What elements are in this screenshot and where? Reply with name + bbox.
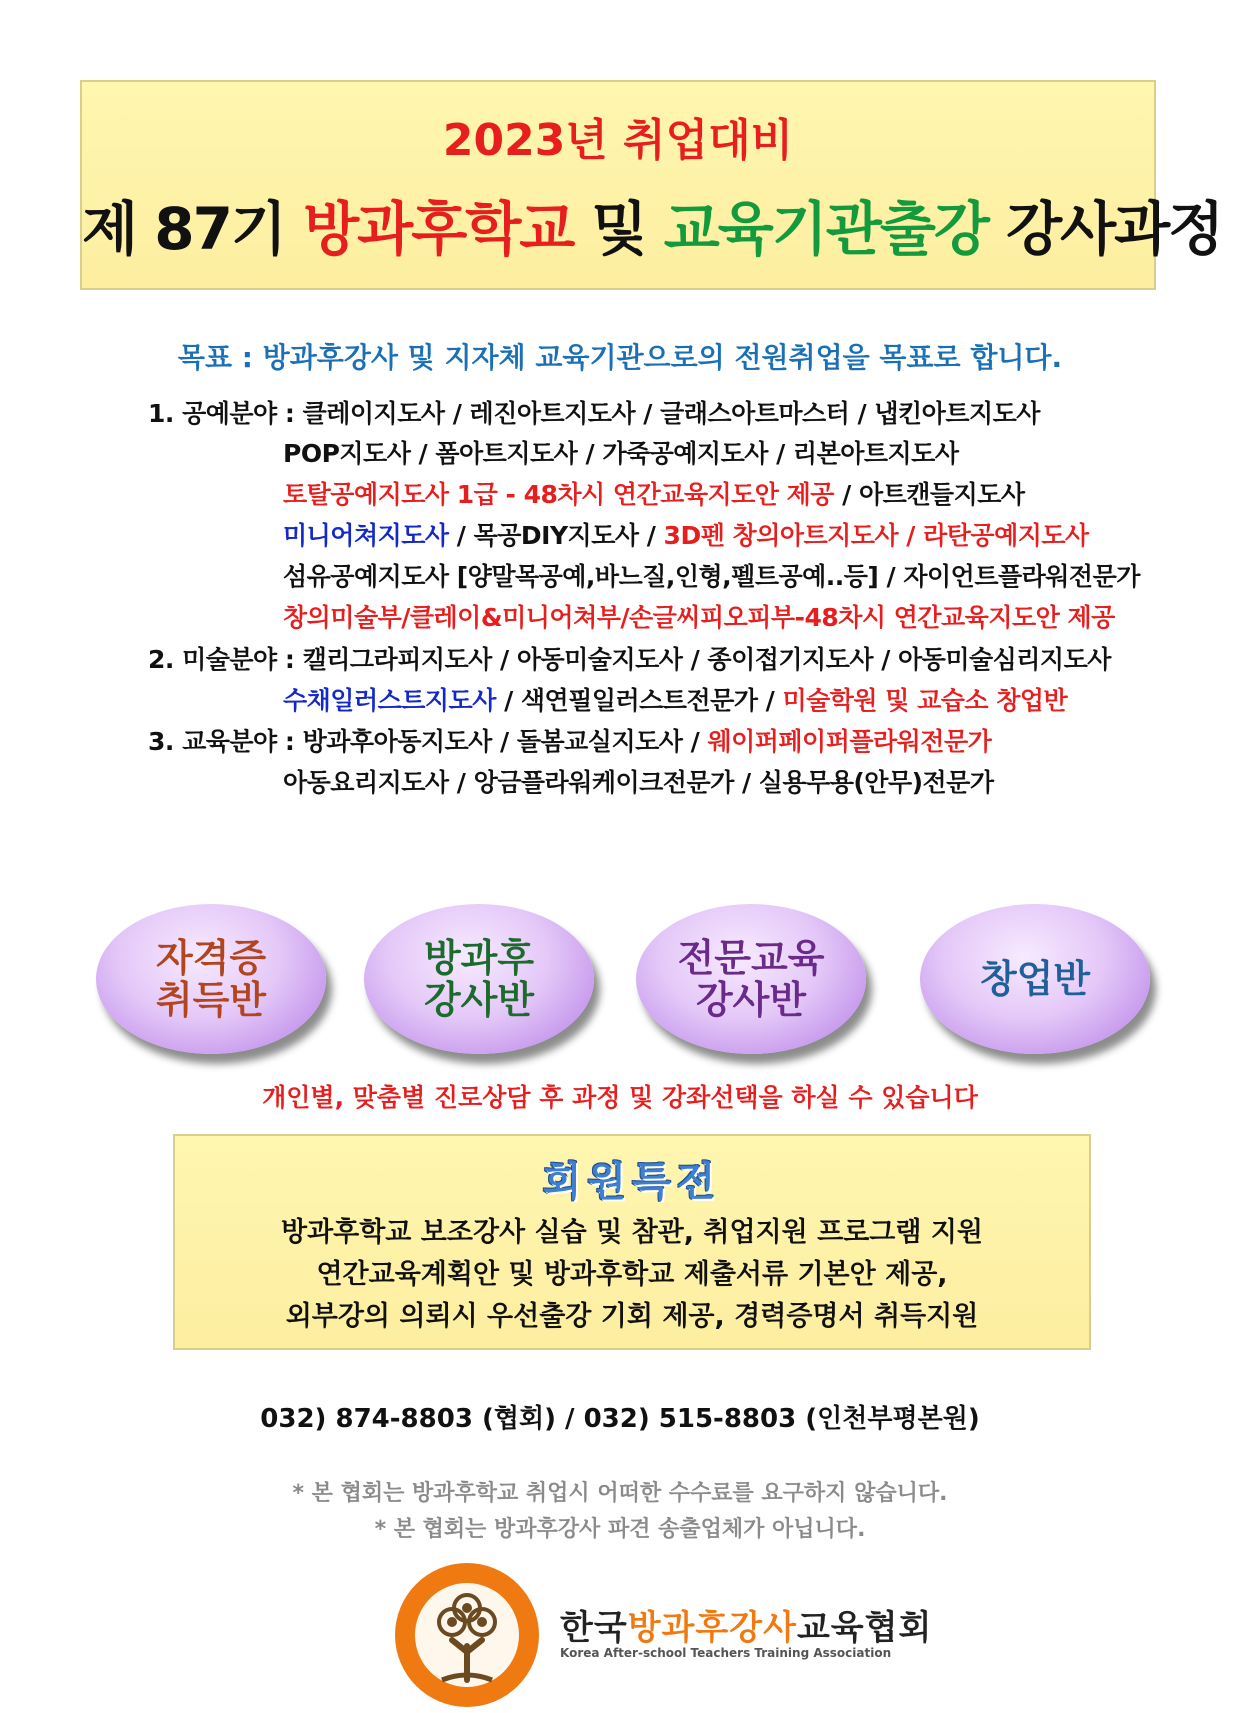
disclaimer-dispatch: * 본 협회는 방과후강사 파견 송출업체가 아닙니다. xyxy=(374,1517,866,1542)
watercolor-highlight: 수채일러스트지도사 xyxy=(283,686,496,715)
creative-art-highlight: 창의미술부/클레이&미니어쳐부/손글씨피오피부-48차시 연간교육지도안 제공 xyxy=(283,603,1115,632)
title-and: 및 xyxy=(573,195,664,263)
consultation-note: 개인별, 맞춤별 진로상담 후 과정 및 강좌선택을 하실 수 있습니다 xyxy=(262,1083,978,1112)
craft-field-line-2: POP지도사 / 폼아트지도사 / 가죽공예지도사 / 리본아트지도사 xyxy=(283,439,959,468)
disclaimer-fee: * 본 협회는 방과후학교 취업시 어떠한 수수료를 요구하지 않습니다. xyxy=(292,1481,948,1506)
craft-field-line-1 xyxy=(148,394,1040,430)
title-institution: 교육기관출강 xyxy=(663,195,988,263)
total-craft-highlight: 토탈공예지도사 1급 - 48차시 연간교육지도안 제공 xyxy=(283,480,834,509)
craft-field-line-5: 섬유공예지도사 [양말목공예,바느질,인형,펠트공예..등] / 자이언트플라워전문가 xyxy=(283,562,1140,591)
benefit-line-2: 연간교육계획안 및 방과후학교 제출서류 기본안 제공, xyxy=(316,1259,948,1290)
logo-name-c: 교육협회 xyxy=(796,1608,933,1648)
edu-field-line-2: 아동요리지도사 / 앙금플라워케이크전문가 / 실용무용(안무)전문가 xyxy=(283,768,994,797)
logo-name-b: 방과후강사 xyxy=(627,1608,797,1648)
header-year-line: 2023년 취업대비 xyxy=(442,115,794,166)
member-benefits-title: 회원특전 xyxy=(542,1159,722,1205)
wafer-paper-highlight: 웨이퍼페이퍼플라워전문가 xyxy=(707,727,992,756)
craft-list-3-rest: / 아트캔들지도사 xyxy=(833,480,1025,509)
art-field-line-1 xyxy=(148,640,1111,676)
afterschool-instructor-bubble[interactable]: 방과후 강사반 xyxy=(364,904,594,1054)
header-banner xyxy=(80,80,1223,290)
craft-list-1: 클레이지도사 / 레진아트지도사 / 글래스아트마스터 / 냅킨아트지도사 xyxy=(302,399,1040,428)
startup-highlight: 미술학원 및 교습소 창업반 xyxy=(782,686,1068,715)
professional-instructor-bubble[interactable]: 전문교육 강사반 xyxy=(636,904,866,1054)
craft-list-4-mid: / 목공DIY지도사 / xyxy=(448,521,664,550)
logo-name-a: 한국 xyxy=(560,1608,628,1648)
certificate-course-bubble[interactable]: 자격증 취득반 xyxy=(96,904,326,1054)
association-english-name: Korea After-school Teachers Training Association xyxy=(560,1646,892,1660)
art-field-label: 2. 미술분야 : xyxy=(148,645,303,674)
craft-field-label: 1. 공예분야 : xyxy=(148,399,303,428)
title-afterschool: 방과후학교 xyxy=(303,195,574,263)
art-field-line-2 xyxy=(283,681,1067,717)
art-list-1: 캘리그라피지도사 / 아동미술지도사 / 종이접기지도사 / 아동미술심리지도사 xyxy=(302,645,1111,674)
title-prefix: 제 87기 xyxy=(82,195,304,263)
edu-field-label: 3. 교육분야 : xyxy=(148,727,303,756)
craft-field-line-6 xyxy=(283,598,1115,634)
goal-statement: 목표 : 방과후강사 및 지자체 교육기관으로의 전원취업을 목표로 합니다. xyxy=(177,341,1063,374)
member-benefits-box xyxy=(173,1134,1091,1350)
startup-course-bubble[interactable]: 창업반 xyxy=(920,904,1150,1054)
edu-list-1: 방과후아동지도사 / 돌봄교실지도사 / xyxy=(302,727,708,756)
title-suffix: 강사과정 xyxy=(987,195,1223,263)
edu-field-line-1 xyxy=(148,722,991,758)
craft-field-line-4 xyxy=(283,516,1089,552)
header-title xyxy=(82,182,1223,266)
contact-phone[interactable]: 032) 874-8803 (협회) / 032) 515-8803 (인천부평본원) xyxy=(260,1404,980,1434)
art-list-2-mid: / 색연필일러스트전문가 / xyxy=(495,686,783,715)
craft-field-line-3 xyxy=(283,475,1025,511)
benefit-line-1: 방과후학교 보조강사 실습 및 참관, 취업지원 프로그램 지원 xyxy=(280,1217,984,1248)
miniature-highlight: 미니어쳐지도사 xyxy=(283,521,449,550)
association-logo-icon xyxy=(392,1560,542,1710)
benefit-line-3: 외부강의 의뢰시 우선출강 기회 제공, 경력증명서 취득지원 xyxy=(285,1301,979,1332)
3d-pen-highlight: 3D펜 창의아트지도사 / 라탄공예지도사 xyxy=(663,521,1089,550)
association-name xyxy=(560,1600,932,1649)
